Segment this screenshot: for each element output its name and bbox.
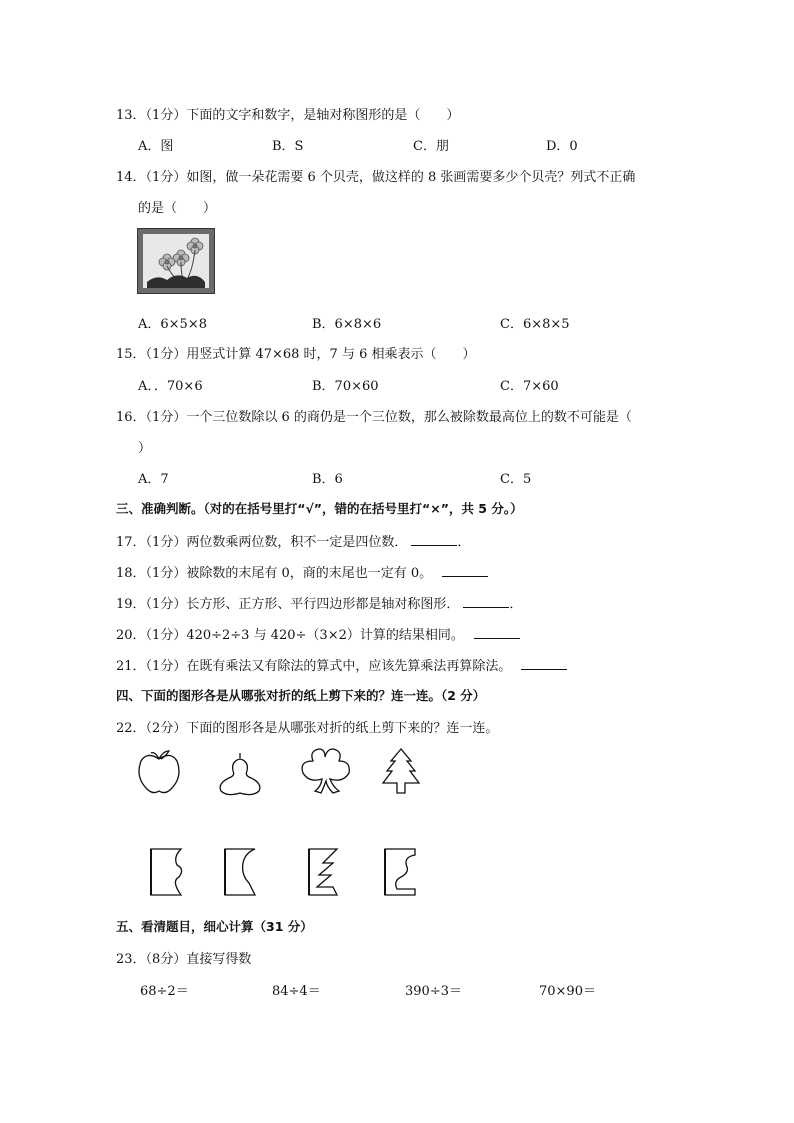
q16-stem-line1: 16．（1分）一个三位数除以 6 的商仍是一个三位数，那么被除数最高位上的数不可能是（	[116, 410, 632, 425]
q16-option-a: A．7	[138, 472, 169, 487]
folded-paper-3	[309, 849, 337, 895]
clover-shape	[302, 749, 349, 793]
q13-stem: 13．（1分）下面的文字和数字，是轴对称图形的是（ ）	[116, 108, 460, 123]
q17-answer-blank[interactable]	[411, 535, 457, 546]
q17-period: ．	[457, 535, 471, 550]
folded-paper-4	[385, 849, 415, 895]
q20-text: 20．（1分）420÷2÷3 与 420÷（3×2）计算的结果相同。	[116, 628, 464, 643]
q15-option-b: B．70×60	[312, 379, 379, 394]
calc-item-1: 68÷2＝	[140, 984, 189, 999]
q16-option-b: B．6	[312, 472, 343, 487]
gourd-shape	[220, 753, 260, 795]
q14-option-b: B．6×8×6	[312, 317, 382, 332]
q23-stem: 23．（8分）直接写得数	[116, 952, 252, 967]
q19-text: 19．（1分）长方形、正方形、平行四边形都是轴对称图形．	[116, 597, 460, 612]
q19-answer-blank[interactable]	[463, 597, 509, 608]
q21-answer-blank[interactable]	[521, 659, 567, 670]
q14-stem-line1: 14．（1分）如图，做一朵花需要 6 个贝壳，做这样的 8 张画需要多少个贝壳？列式不正确	[116, 170, 636, 185]
tree-shape	[383, 749, 419, 793]
folded-paper-1	[151, 849, 182, 895]
q14-option-a: A．6×5×8	[138, 317, 207, 332]
q16-stem-line2: ）	[138, 441, 152, 456]
section-5-heading: 五、看清题目，细心计算（31 分）	[116, 919, 313, 934]
q22-stem: 22．（2分）下面的图形各是从哪张对折的纸上剪下来的？连一连。	[116, 721, 499, 736]
q20-line	[116, 624, 520, 643]
q18-line	[116, 562, 488, 581]
shell-flower-picture	[137, 228, 215, 294]
q20-answer-blank[interactable]	[474, 628, 520, 639]
apple-shape	[139, 751, 179, 793]
calc-item-4: 70×90＝	[539, 984, 596, 999]
q18-answer-blank[interactable]	[442, 566, 488, 577]
q21-line	[116, 655, 567, 674]
q17-line	[116, 531, 470, 550]
section-3-heading: 三、准确判断。（对的在括号里打“√”，错的在括号里打“×”，共 5 分。）	[116, 501, 523, 516]
q19-period: ．	[509, 597, 523, 612]
q15-option-c: C．7×60	[500, 379, 559, 394]
q14-stem-line2: 的是（ ）	[138, 201, 217, 216]
q13-option-c: C．朋	[413, 139, 449, 154]
q13-option-a: A．图	[138, 139, 174, 154]
q18-text: 18．（1分）被除数的末尾有 0，商的末尾也一定有 0。	[116, 566, 433, 581]
q17-text: 17．（1分）两位数乘两位数，积不一定是四位数．	[116, 535, 408, 550]
cut-shapes-figure	[137, 745, 423, 901]
q19-line	[116, 593, 522, 612]
q21-text: 21．（1分）在既有乘法又有除法的算式中，应该先算乘法再算除法。	[116, 659, 512, 674]
q15-stem: 15．（1分）用竖式计算 47×68 时，7 与 6 相乘表示（ ）	[116, 347, 476, 362]
q14-option-c: C．6×8×5	[500, 317, 570, 332]
q13-option-d: D．0	[546, 139, 578, 154]
q16-option-c: C．5	[500, 472, 532, 487]
calc-item-2: 84÷4＝	[272, 984, 321, 999]
q13-option-b: B．S	[272, 139, 304, 154]
calc-item-3: 390÷3＝	[405, 984, 462, 999]
q15-option-a: A．．70×6	[138, 379, 203, 394]
folded-paper-2	[225, 849, 255, 895]
section-4-heading: 四、下面的图形各是从哪张对折的纸上剪下来的？连一连。（2 分）	[116, 688, 486, 703]
